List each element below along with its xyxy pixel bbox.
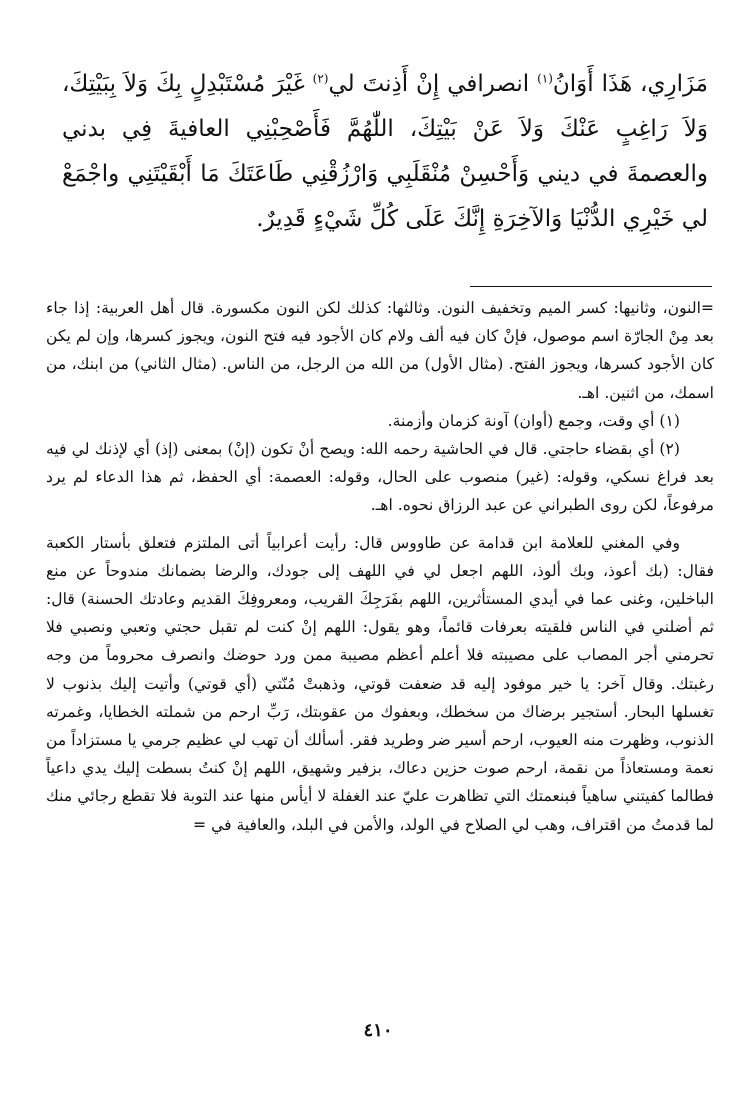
footnote-separator-rule — [470, 286, 712, 287]
main-prayer-text — [62, 62, 708, 242]
end-continuation-mark: = — [193, 815, 207, 834]
prayer-segment-1: مَزَارِي، هَذَا أَوَانُ — [552, 71, 708, 97]
footnote-continuation-text: النون، وثانيها: كسر الميم وتخفيف النون. وثالثها: كذلك لكن النون مكسورة. قال أهل العربية: إذا جاء بعد مِنْ الجارّة اسم موصول، فإنْ كان فيه ألف ولام كان الأجود فيه فتح النون، ويجوز كسرها، وإن لم يكن كان الأجود كسرها، ويجوز الفتح. (مثال الأول) من الله من الرجل، من الناس. (مثال الثاني) من ابنك، من اسمك، من اثنين. اهـ. — [46, 299, 714, 402]
footnote-ref-2: (٢) — [312, 71, 329, 86]
prayer-segment-3: غَيْرَ مُسْتَبْدِلٍ بِكَ وَلاَ بِبَيْتِكَ، وَلاَ رَاغِبٍ عَنْكَ وَلاَ عَنْ بَيْتِكَ، اللّٰهُمَّ فَأَصْحِبْنِي العافيةَ فِي بدني والعصمةَ في ديني وَأَحْسِنْ مُنْقَلَبِي وَارْزُقْنِي طَاعَتَكَ مَا أَبْقَيْتَنِي واجْمَعْ لي خَيْرِي الدُّنْيَا وَالآخِرَةِ إِنَّكَ عَلَى كُلِّ شَيْءٍ قَدِيرٌ. — [62, 71, 708, 232]
footnote-continuation — [46, 294, 714, 407]
continuation-mark: = — [700, 299, 714, 317]
mughni-paragraph-text: وفي المغني للعلامة ابن قدامة عن طاووس قال: رأيت أعرابياً أتى الملتزم فتعلق بأستار الكعبة فقال: (بك أعوذ، وبك ألوذ، اللهم اجعل لي في اللهف إلى جودك، والرضا بضمانك مندوحاً عن منع الباخلين، وغنى عما في أيدي المستأثرين، اللهم بفَرَجِكَ القريب، ومعروفِكَ القديم وعادتك الحسنة) قال: ثم أضلني في الناس فلقيته بعرفات قائماً، وهو يقول: اللهم إنْ كنت لم تقبل حجتي وتعبي ونصبي فلا تحرمني أجر المصاب على مصيبته فلا أعلم أعظم مصيبة ممن ورد حوضك وانصرف محروماً من وجه رغبتك. وقال آخر: يا خير موفود إليه قد ضعفت قوتي، وذهبتْ مُنّتي (أي قوتي) وأتيت إليك بذنوب لا تغسلها البحار. أستجير برضاك من سخطك، وبعفوك من عقوبتك، رَبِّ ارحم من شملته الخطايا، وغمرته الذنوب، وظهرت منه العيوب، ارحم أسير ضر وطريد فقر. أسألك أن تهب لي عظيم جرمي يا مستزاداً من نعمة ومستعاذاً من نقمة، ارحم صوت حزين دعاك، بزفير وشهيق، اللهم إنْ كنتُ بسطت إليك يدي داعياً فطالما كفيتني ساهياً فبنعمتك التي تظاهرت عليّ عند الغفلة لا أيأس منها عند التوبة فلا تقطع رجائي منك لما قدمتُ من اقتراف، وهب لي الصلاح في الولد، والأمن في البلد، والعافية في — [46, 533, 714, 834]
footnote-ref-1: (١) — [537, 71, 553, 86]
footnote-1: (١) أي وقت، وجمع (أوان) آونة كزمان وأزمنة. — [387, 411, 680, 430]
footnote-2: (٢) أي بقضاء حاجتي. قال في الحاشية رحمه الله: ويصح أنْ تكون (إنْ) بمعنى (إذ) أي لإذنك لي فيه بعد فراغ نسكي، وقوله: (غير) منصوب على الحال، وقوله: العصمة: أي الحفظ، ثم هذا الدعاء لم يرد مرفوعاً، لكن روى الطبراني عن عبد الرزاق نحوه. اهـ. — [46, 440, 714, 515]
mughni-paragraph — [46, 529, 714, 839]
page-number: ٤١٠ — [363, 1020, 393, 1041]
footnotes-section — [46, 294, 714, 839]
prayer-segment-2: انصرافي إِنْ أَذِنتَ لي — [328, 71, 530, 97]
